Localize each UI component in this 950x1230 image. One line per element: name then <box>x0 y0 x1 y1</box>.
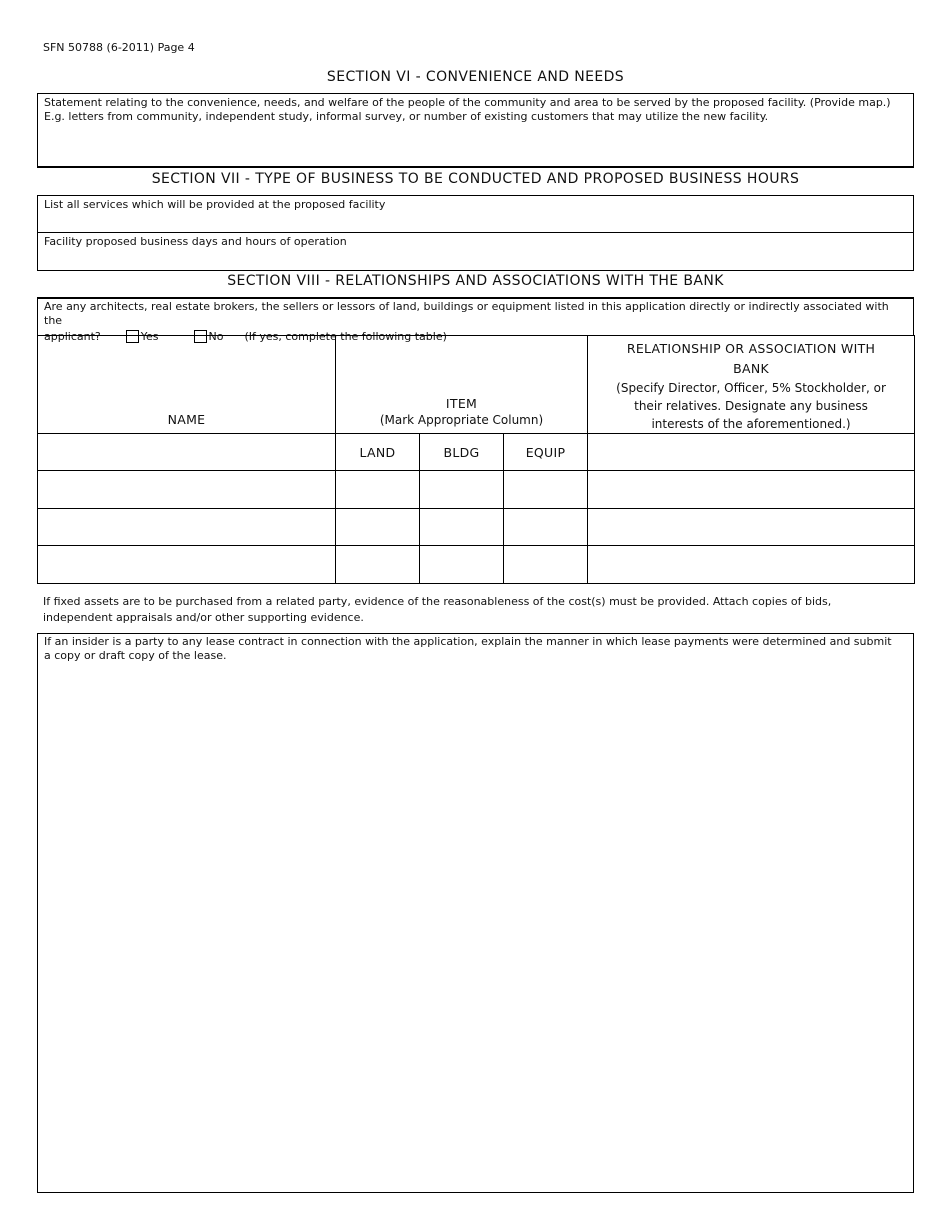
relationship-subheader: (Specify Director, Officer, 5% Stockholder, or their relatives. Designate any business interests of the aforementioned.) <box>616 381 886 431</box>
relationship-cell[interactable] <box>588 546 915 584</box>
table-row <box>38 434 915 471</box>
fixed-assets-line-1: If fixed assets are to be purchased from a related party, evidence of the reasonableness of the cost(s) must be provided. Attach copies of bids, <box>43 595 832 608</box>
equip-column-header: EQUIP <box>504 434 588 471</box>
equip-cell[interactable] <box>504 471 588 509</box>
services-field[interactable] <box>37 195 914 233</box>
name-cell[interactable] <box>38 471 336 509</box>
relationship-header: RELATIONSHIP OR ASSOCIATION WITH BANK <box>626 341 876 376</box>
table-row <box>38 471 915 509</box>
lease-explanation-field[interactable] <box>37 633 914 1193</box>
bldg-cell[interactable] <box>420 509 504 546</box>
relationship-cell[interactable] <box>588 471 915 509</box>
table-row <box>38 509 915 546</box>
question-line-1: Are any architects, real estate brokers, the sellers or lessors of land, buildings or equipment listed in this application directly or indirectly associated with the <box>44 300 889 327</box>
item-subheader: (Mark Appropriate Column) <box>379 413 544 427</box>
no-label: No <box>208 330 224 343</box>
convenience-line-2: E.g. letters from community, independent study, informal survey, or number of existing customers that may utilize the new facility. <box>44 110 769 123</box>
fixed-assets-line-2: independent appraisals and/or other supporting evidence. <box>43 611 364 624</box>
business-hours-label: Facility proposed business days and hours of operation <box>44 235 347 248</box>
land-cell[interactable] <box>336 471 420 509</box>
name-cell[interactable] <box>38 509 336 546</box>
equip-cell[interactable] <box>504 509 588 546</box>
convenience-needs-field[interactable] <box>37 93 914 168</box>
name-cell[interactable] <box>38 434 336 471</box>
relationship-cell[interactable] <box>588 509 915 546</box>
bldg-cell[interactable] <box>420 471 504 509</box>
relationship-table <box>37 335 915 584</box>
land-cell[interactable] <box>336 546 420 584</box>
name-cell[interactable] <box>38 546 336 584</box>
section-7-title: SECTION VII - TYPE OF BUSINESS TO BE CONDUCTED AND PROPOSED BUSINESS HOURS <box>151 171 800 187</box>
question-prefix: applicant? <box>44 330 101 343</box>
relationship-header-cell <box>588 336 915 434</box>
form-id: SFN 50788 (6-2011) Page 4 <box>43 41 195 54</box>
name-header-cell <box>38 336 336 434</box>
item-header: ITEM <box>445 396 478 411</box>
section-8-title: SECTION VIII - RELATIONSHIPS AND ASSOCIATIONS WITH THE BANK <box>227 273 724 289</box>
yes-label: Yes <box>140 330 159 343</box>
business-hours-field[interactable] <box>37 232 914 271</box>
services-label: List all services which will be provided at the proposed facility <box>44 198 386 211</box>
land-cell[interactable] <box>336 509 420 546</box>
item-header-cell <box>336 336 588 434</box>
question-note: (If yes, complete the following table) <box>244 330 447 343</box>
table-row <box>38 546 915 584</box>
bldg-cell[interactable] <box>420 546 504 584</box>
land-column-header: LAND <box>336 434 420 471</box>
relationship-cell[interactable] <box>588 434 915 471</box>
fixed-assets-note <box>43 594 831 626</box>
lease-line-2: a copy or draft copy of the lease. <box>44 649 227 662</box>
section-6-title: SECTION VI - CONVENIENCE AND NEEDS <box>326 69 625 85</box>
association-question <box>37 297 914 343</box>
lease-line-1: If an insider is a party to any lease contract in connection with the application, explain the manner in which lease payments were determined and submit <box>44 635 892 648</box>
equip-cell[interactable] <box>504 546 588 584</box>
convenience-line-1: Statement relating to the convenience, needs, and welfare of the people of the community and area to be served by the proposed facility. (Provide map.) <box>44 96 891 109</box>
bldg-column-header: BLDG <box>420 434 504 471</box>
name-header: NAME <box>167 412 206 427</box>
table-header-row <box>38 336 915 434</box>
